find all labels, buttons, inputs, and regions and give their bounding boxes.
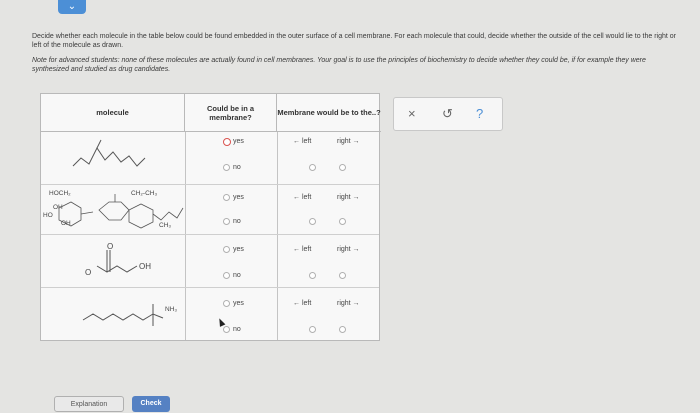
answer-tools-panel xyxy=(393,97,503,131)
row2-right-label: right → xyxy=(337,194,360,201)
row2-left-radio[interactable] xyxy=(309,218,316,225)
row4-yes-radio[interactable] xyxy=(223,300,230,307)
row4-right-label: right → xyxy=(337,300,360,307)
label-ho: HO xyxy=(43,212,53,219)
label-nh3: NH₃ xyxy=(165,306,178,313)
help-icon[interactable]: ? xyxy=(476,106,484,121)
row3-right-radio[interactable] xyxy=(339,272,346,279)
explanation-button[interactable]: Explanation xyxy=(54,396,124,412)
row2-yes-label: yes xyxy=(233,194,244,201)
label-oh: OH xyxy=(53,204,63,211)
molecule-table xyxy=(40,93,380,341)
row3-yes-label: yes xyxy=(233,246,244,253)
check-button[interactable]: Check xyxy=(132,396,170,412)
collapse-chevron-icon[interactable]: ⌄ xyxy=(58,0,86,14)
prompt-text: Decide whether each molecule in the table below could be found embedded in the outer surface of a cell membrane. For each molecule that could, decide whether the outside of the cell would lie to the right or left of the molecule as drawn. xyxy=(32,33,676,49)
close-icon[interactable]: × xyxy=(408,106,416,121)
row4-no-label: no xyxy=(233,326,241,333)
row2-right-radio[interactable] xyxy=(339,218,346,225)
row4-left-label: ← left xyxy=(293,300,312,307)
row4-yes-label: yes xyxy=(233,300,244,307)
row2-yes-radio[interactable] xyxy=(223,194,230,201)
molecule-3-acid xyxy=(93,244,163,280)
row1-right-label: right → xyxy=(337,138,360,145)
row-divider xyxy=(41,287,379,288)
row1-right-radio[interactable] xyxy=(339,164,346,171)
row1-no-label: no xyxy=(233,164,241,171)
molecule-1-hydrocarbon xyxy=(71,138,151,178)
row1-yes-radio[interactable] xyxy=(223,138,231,146)
row3-no-label: no xyxy=(233,272,241,279)
label-ch2ch3: CH₂-CH₃ xyxy=(131,190,158,197)
row4-no-radio[interactable] xyxy=(223,326,230,333)
row1-left-label: ← left xyxy=(293,138,312,145)
label-oh-2: OH xyxy=(61,220,71,227)
label-ch3: CH₃ xyxy=(159,222,172,229)
question-prompt xyxy=(32,32,682,80)
row4-left-radio[interactable] xyxy=(309,326,316,333)
label-o-minus: O xyxy=(85,268,92,277)
advanced-note: Note for advanced students: none of these molecules are actually found in cell membranes. Your goal is to use the principles of biochemistry to decide whether they could be, if for example they were synthesized and studied as drug candidates. xyxy=(32,57,646,73)
header-molecule: molecule xyxy=(41,94,185,132)
row1-left-radio[interactable] xyxy=(309,164,316,171)
row2-no-label: no xyxy=(233,218,241,225)
row-divider xyxy=(41,234,379,235)
row3-no-radio[interactable] xyxy=(223,272,230,279)
row4-right-radio[interactable] xyxy=(339,326,346,333)
label-hoch2: HOCH₂ xyxy=(49,190,71,197)
row2-no-radio[interactable] xyxy=(223,218,230,225)
row-divider xyxy=(41,184,379,185)
row3-left-label: ← left xyxy=(293,246,312,253)
row1-yes-label: yes xyxy=(233,138,244,145)
row3-right-label: right → xyxy=(337,246,360,253)
row3-left-radio[interactable] xyxy=(309,272,316,279)
label-o-double: O xyxy=(107,242,114,251)
header-could-be: Could be in a membrane? xyxy=(185,94,277,132)
row3-yes-radio[interactable] xyxy=(223,246,230,253)
undo-icon[interactable]: ↺ xyxy=(442,106,453,121)
row1-no-radio[interactable] xyxy=(223,164,230,171)
row2-left-label: ← left xyxy=(293,194,312,201)
header-would-be: Membrane would be to the..? xyxy=(277,94,381,132)
label-oh-acid: OH xyxy=(139,262,151,271)
